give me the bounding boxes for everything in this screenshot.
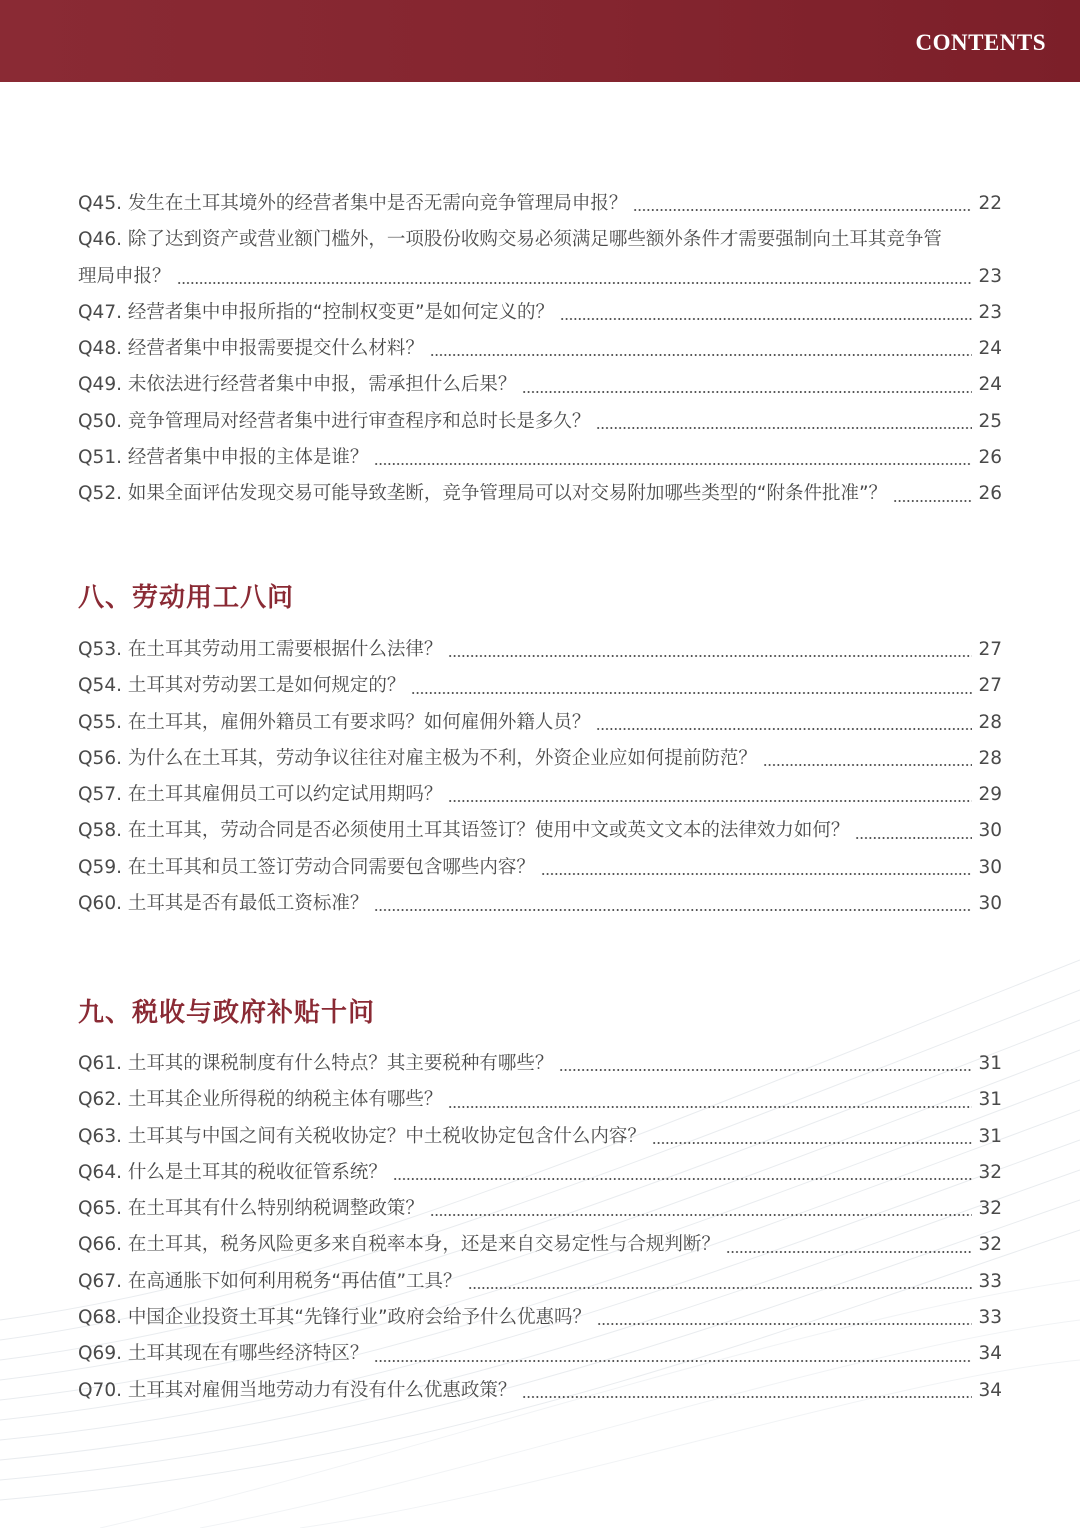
- toc-page-number: 22: [978, 193, 1002, 214]
- toc-question: Q70. 土耳其对雇佣当地劳动力有没有什么优惠政策？: [78, 1379, 517, 1401]
- toc-page-number: 30: [978, 820, 1002, 842]
- toc-item-q45[interactable]: [78, 186, 1002, 222]
- dot-leader: [393, 1178, 973, 1180]
- toc-item-q58[interactable]: [78, 813, 1002, 849]
- dot-leader: [374, 463, 972, 465]
- dot-leader: [448, 655, 972, 657]
- toc-question: Q51. 经营者集中申报的主体是谁？: [78, 447, 369, 469]
- toc-question: Q47. 经营者集中申报所指的“控制权变更”是如何定义的？: [78, 301, 555, 323]
- toc-item-q62[interactable]: [78, 1082, 1002, 1118]
- toc-item-q69[interactable]: [78, 1336, 1002, 1372]
- dot-leader: [448, 800, 972, 802]
- toc-item-q59[interactable]: [78, 850, 1002, 886]
- toc-question: Q69. 土耳其现在有哪些经济特区？: [78, 1343, 369, 1365]
- toc-question: Q58. 在土耳其，劳动合同是否必须使用土耳其语签订？使用中文或英文文本的法律效力如何？: [78, 820, 850, 842]
- toc-page-number: 26: [978, 447, 1002, 469]
- toc-question: Q63. 土耳其与中国之间有关税收协定？中土税收协定包含什么内容？: [78, 1125, 646, 1147]
- toc-question: Q52. 如果全面评估发现交易可能导致垄断，竞争管理局可以对交易附加哪些类型的“附条件批准”？: [78, 483, 888, 505]
- section-heading-labor: 八、劳动用工八问: [78, 583, 295, 613]
- toc-item-q50[interactable]: [78, 404, 1002, 440]
- toc-item-q60[interactable]: [78, 886, 1002, 922]
- toc-page-number: 30: [978, 893, 1002, 915]
- toc-question-line1: Q46. 除了达到资产或营业额门槛外，一项股份收购交易必须满足哪些额外条件才需要强制向土耳其竞争管: [78, 229, 942, 251]
- toc-page-number: 32: [978, 1234, 1002, 1256]
- dot-leader: [855, 837, 972, 839]
- toc-page-number: 26: [978, 483, 1002, 505]
- toc-page-number: 34: [978, 1343, 1002, 1365]
- toc-item-q65[interactable]: [78, 1191, 1002, 1227]
- dot-leader: [522, 391, 972, 393]
- toc-item-q67[interactable]: [78, 1264, 1002, 1300]
- toc-page-number: 31: [978, 1053, 1002, 1074]
- toc-question-line2: 理局申报？: [78, 265, 171, 287]
- toc-item-q49[interactable]: [78, 367, 1002, 403]
- dot-leader: [560, 318, 972, 320]
- toc-page-number: 33: [978, 1307, 1002, 1329]
- toc-question: Q60. 土耳其是否有最低工资标准？: [78, 893, 369, 915]
- dot-leader: [430, 1214, 973, 1216]
- toc-question: Q68. 中国企业投资土耳其“先锋行业”政府会给予什么优惠吗？: [78, 1307, 592, 1329]
- toc-question: Q53. 在土耳其劳动用工需要根据什么法律？: [78, 639, 443, 660]
- dot-leader: [893, 500, 972, 502]
- toc-group-tax: [78, 1046, 1002, 1409]
- toc-page-number: 24: [978, 374, 1002, 396]
- dot-leader: [763, 764, 973, 766]
- dot-leader: [374, 1360, 972, 1362]
- toc-question: Q66. 在土耳其，税务风险更多来自税率本身，还是来自交易定性与合规判断？: [78, 1234, 720, 1256]
- toc-item-q55[interactable]: [78, 705, 1002, 741]
- toc-item-q53[interactable]: [78, 632, 1002, 668]
- toc-page-number: 24: [978, 338, 1002, 360]
- toc-item-q47[interactable]: [78, 295, 1002, 331]
- toc-question: Q56. 为什么在土耳其，劳动争议往往对雇主极为不利，外资企业应如何提前防范？: [78, 747, 757, 769]
- dot-leader: [597, 1323, 972, 1325]
- toc-item-q46[interactable]: [78, 222, 1002, 295]
- toc-page-number: 28: [978, 711, 1002, 733]
- toc-group-labor: [78, 632, 1002, 922]
- dot-leader: [541, 873, 973, 875]
- toc-question: Q64. 什么是土耳其的税收征管系统？: [78, 1161, 387, 1183]
- toc-item-q68[interactable]: [78, 1300, 1002, 1336]
- toc-page-number: 31: [978, 1089, 1002, 1111]
- toc-group-competition: [78, 186, 1002, 513]
- toc-question: Q55. 在土耳其，雇佣外籍员工有要求吗？如何雇佣外籍人员？: [78, 711, 591, 733]
- toc-page-number: 31: [978, 1125, 1002, 1147]
- dot-leader: [468, 1287, 973, 1289]
- toc-item-q61[interactable]: [78, 1046, 1002, 1082]
- toc-page-number: 34: [978, 1379, 1002, 1401]
- header-bar: [0, 0, 1080, 82]
- toc-question: Q61. 土耳其的课税制度有什么特点？其主要税种有哪些？: [78, 1053, 554, 1074]
- toc-item-q56[interactable]: [78, 741, 1002, 777]
- toc-question: Q65. 在土耳其有什么特别纳税调整政策？: [78, 1198, 424, 1220]
- toc-question: Q67. 在高通胀下如何利用税务“再估值”工具？: [78, 1270, 462, 1292]
- toc-page-number: 25: [978, 410, 1002, 432]
- toc-item-q51[interactable]: [78, 440, 1002, 476]
- dot-leader: [522, 1396, 972, 1398]
- toc-question: Q50. 竞争管理局对经营者集中进行审查程序和总时长是多久？: [78, 410, 591, 432]
- toc-page-number: 23: [978, 301, 1002, 323]
- toc-page-number: 27: [978, 675, 1002, 697]
- dot-leader: [559, 1069, 972, 1071]
- section-heading-tax: 九、税收与政府补贴十问: [78, 998, 376, 1028]
- dot-leader: [596, 728, 972, 730]
- toc-item-q63[interactable]: [78, 1119, 1002, 1155]
- toc-item-q57[interactable]: [78, 777, 1002, 813]
- toc-page-number: 23: [978, 265, 1002, 287]
- toc-page-number: 32: [978, 1161, 1002, 1183]
- dot-leader: [374, 909, 972, 911]
- toc-question: Q54. 土耳其对劳动罢工是如何规定的？: [78, 675, 406, 697]
- toc-page-number: 30: [978, 856, 1002, 878]
- toc-page-number: 27: [978, 639, 1002, 660]
- toc-item-q64[interactable]: [78, 1155, 1002, 1191]
- toc-item-q66[interactable]: [78, 1227, 1002, 1263]
- dot-leader: [448, 1106, 972, 1108]
- toc-question: Q62. 土耳其企业所得税的纳税主体有哪些？: [78, 1089, 443, 1111]
- toc-question: Q59. 在土耳其和员工签订劳动合同需要包含哪些内容？: [78, 856, 535, 878]
- toc-page-number: 33: [978, 1270, 1002, 1292]
- toc-item-q54[interactable]: [78, 668, 1002, 704]
- dot-leader: [177, 282, 973, 284]
- toc-question: Q49. 未依法进行经营者集中申报，需承担什么后果？: [78, 374, 517, 396]
- toc-item-q52[interactable]: [78, 476, 1002, 512]
- dot-leader: [596, 427, 972, 429]
- dot-leader: [430, 354, 973, 356]
- dot-leader: [633, 209, 972, 211]
- toc-item-q70[interactable]: [78, 1373, 1002, 1409]
- toc-page-number: 32: [978, 1198, 1002, 1220]
- toc-question: Q45. 发生在土耳其境外的经营者集中是否无需向竞争管理局申报？: [78, 193, 628, 214]
- dot-leader: [652, 1142, 973, 1144]
- dot-leader: [726, 1251, 973, 1253]
- toc-item-q48[interactable]: [78, 331, 1002, 367]
- toc-question: Q57. 在土耳其雇佣员工可以约定试用期吗？: [78, 784, 443, 806]
- toc-question: Q48. 经营者集中申报需要提交什么材料？: [78, 338, 424, 360]
- toc-page-number: 29: [978, 784, 1002, 806]
- toc-page-number: 28: [978, 747, 1002, 769]
- dot-leader: [411, 692, 972, 694]
- header-title: CONTENTS: [915, 30, 1046, 55]
